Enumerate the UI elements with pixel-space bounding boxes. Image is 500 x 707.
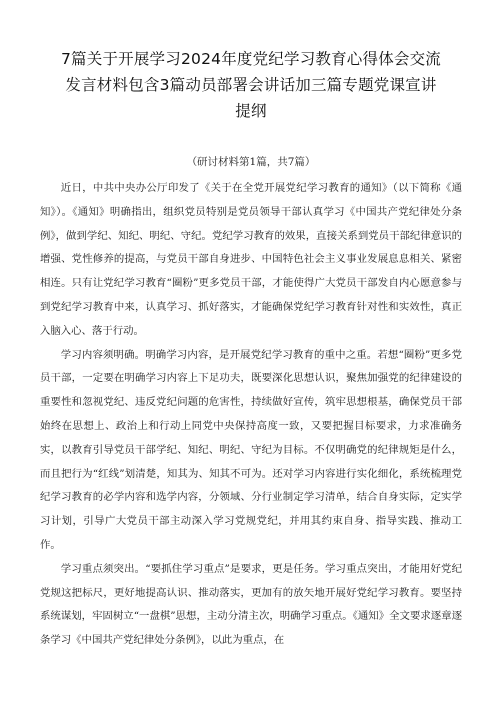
paragraph-study-content: 学习内容须明确。明确学习内容，是开展党纪学习教育的重中之重。若想“圈粉”更多党员干部，一定要在明确学习内容上下足功夫，既要深化思想认识，聚焦加强党的纪律建设的重要性和忽视党纪、违反党纪问题的危害性，持续做好宣传，筑牢思想根基，确保党员干部始终在思想上、政治上和行动上同党中央保持高度一致，又要把握目标要求，力求准确务实，以教育引导党员干部学纪、知纪、明纪、守纪为目标。不仅明确党的纪律规矩是什么，而且把行为“红线”划清楚，知其为、知其不可为。还对学习内容进行实化细化，系统梳理党纪学习教育的必学内容和选学内容，分领域、分行业制定学习清单，结合自身实际，定实学习计划，引导广大党员干部主动深入学习党规党纪，并用其约束自身、指导实践、推动工作。 [40, 348, 462, 551]
paragraph-study-focus: 学习重点须突出。“要抓住学习重点”是要求，更是任务。学习重点突出，才能用好党纪党规这把标尺，更好地提高认识、推动落实，更加有的放矢地开展好党纪学习教育。要坚持系统谋划，牢固树立“一盘棋”思想，主动分清主次，明确学习重点。《通知》全文要求逐章逐条学习《中国共产党纪律处分条例》，以此为重点，在 [40, 562, 462, 647]
paragraph-intro: 近日，中共中央办公厅印发了《关于在全党开展党纪学习教育的通知》（以下简称《通知》）。《通知》明确指出，组织党员特别是党员领导干部认真学习《中国共产党纪律处分条例》，做到学纪、知纪、明纪、守纪。党纪学习教育的效果，直接关系到党员干部纪律意识的增强、党性修养的提高，与党员干部自身进步、中国特色社会主义事业发展息息相关、紧密相连。只有让党纪学习教育“圈粉”更多党员干部，才能使得广大党员干部发自内心愿意参与到党纪学习教育中来，认真学习、抓好落实，才能确保党纪学习教育针对性和实效性，真正入脑入心、落于行动。 [40, 182, 462, 337]
document-title: 7篇关于开展学习2024年度党纪学习教育心得体会交流发言材料包含3篇动员部署会讲话加三篇专题党课宣讲提纲 [60, 50, 441, 120]
document-body [40, 177, 462, 653]
document-subtitle: （研讨材料第1篇，共7篇） [186, 156, 316, 168]
